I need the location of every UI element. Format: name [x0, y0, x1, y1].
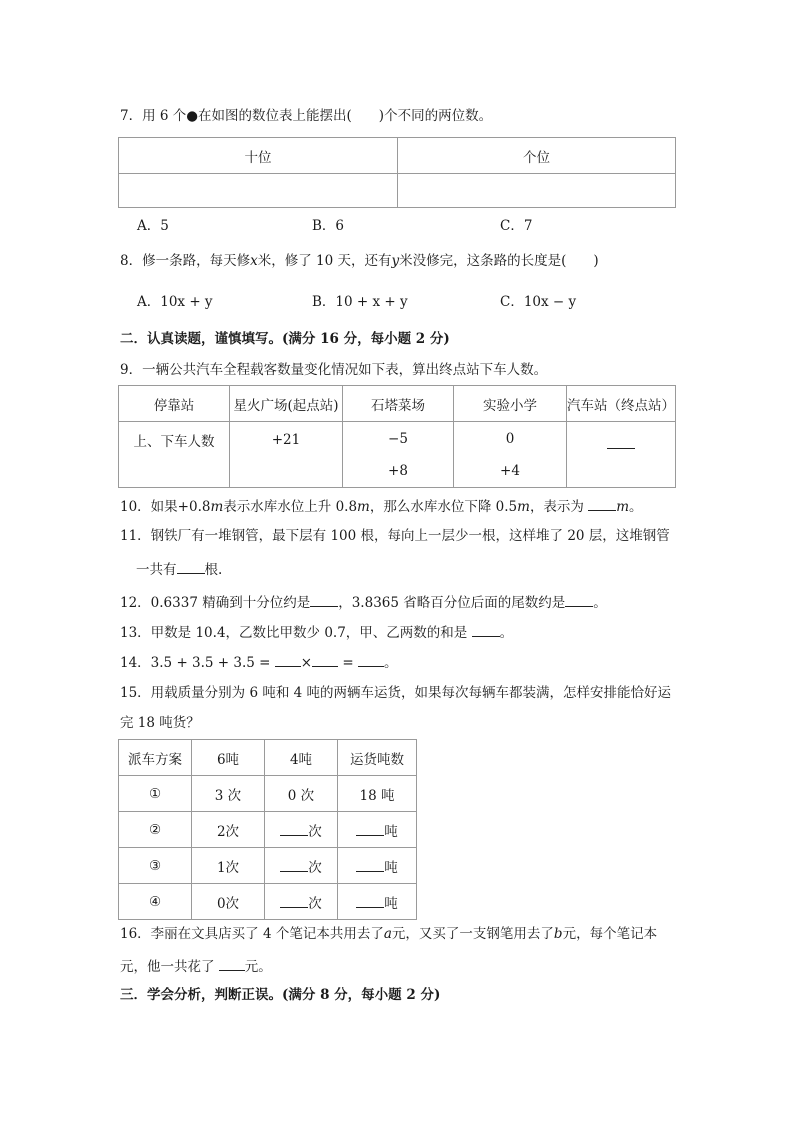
q15-plan-3-four-blank[interactable]: [280, 857, 308, 872]
q15-line1: 15．用载质量分别为 6 吨和 4 吨的两辆车运货，如果每次每辆车都装满，怎样安排能恰好运: [120, 685, 672, 701]
q14-blank-2[interactable]: [312, 652, 338, 667]
q7-option-b: B．6: [312, 218, 345, 234]
q16-line1: 16．李丽在文具店买了 4 个笔记本共用去了a元，又买了一支钢笔用去了b元，每个笔记本: [120, 926, 658, 942]
q13-answer-blank[interactable]: [472, 622, 500, 637]
q9-shiyan-down: 0: [454, 422, 567, 456]
q9-shita-down: −5: [343, 422, 454, 456]
q7-option-a: A．5: [137, 218, 169, 234]
q15-plan-4-four: 次: [265, 884, 338, 920]
q14-blank-1[interactable]: [275, 652, 301, 667]
q9-header-stop: 停靠站: [119, 386, 230, 422]
q7-stem: 7．用 6 个●在如图的数位表上能摆出( )个不同的两位数。: [120, 108, 493, 124]
table-row: [119, 812, 417, 848]
q7-option-c: C．7: [500, 218, 533, 234]
section3-title: 三．学会分析，判断正误。(满分 8 分，每小题 2 分): [120, 987, 441, 1003]
q16-answer-blank[interactable]: [219, 956, 245, 971]
q13: 13．甲数是 10.4，乙数比甲数少 0.7，甲、乙两数的和是 。: [120, 622, 513, 642]
q15-plan-2-four: 次: [265, 812, 338, 848]
q15-plan-4-six: 0次: [192, 884, 265, 920]
q9-stem: 9．一辆公共汽车全程载客数量变化情况如下表，算出终点站下车人数。: [120, 362, 548, 378]
q8-stem: 8．修一条路，每天修x米，修了 10 天，还有y米没修完，这条路的长度是( ): [120, 253, 599, 269]
q15-plan-4: ④: [119, 884, 192, 920]
q15-plan-1: ①: [119, 776, 192, 812]
q15-plan-4-total-blank[interactable]: [356, 893, 384, 908]
q9-shita-up: +8: [343, 456, 454, 488]
q9-passenger-table: [118, 385, 676, 488]
table-row: [119, 776, 417, 812]
q11-line2: 一共有 根.: [136, 559, 222, 579]
q7-header-tens: 十位: [119, 138, 398, 174]
q15-plan-1-total: 18 吨: [338, 776, 417, 812]
q14: 14．3.5 + 3.5 + 3.5 = × = 。: [120, 652, 398, 672]
q9-header-terminal: 汽车站（终点站）: [567, 386, 676, 422]
q15-header-plan: 派车方案: [119, 740, 192, 776]
q7-cell-ones: [398, 174, 676, 208]
q9-header-xinghuo: 星火广场(起点站): [230, 386, 343, 422]
q16-line2: 元，他一共花了 元。: [120, 956, 272, 976]
q15-plan-2: ②: [119, 812, 192, 848]
section2-title: 二．认真读题，谨慎填写。(满分 16 分，每小题 2 分): [120, 331, 450, 347]
q11-answer-blank[interactable]: [177, 559, 205, 574]
q9-header-shita: 石塔菜场: [343, 386, 454, 422]
q15-plan-3-total: 吨: [338, 848, 417, 884]
q15-plan-4-four-blank[interactable]: [280, 893, 308, 908]
q11-line1: 11．钢铁厂有一堆钢管，最下层有 100 根，每向上一层少一根，这样堆了 20 层，这堆钢管: [120, 528, 670, 544]
q9-shiyan-up: +4: [454, 456, 567, 488]
q9-start-value: +21: [230, 422, 343, 488]
q15-header-four: 4吨: [265, 740, 338, 776]
q15-plan-1-four: 0 次: [265, 776, 338, 812]
q8-option-b: B．10 + x + y: [312, 294, 408, 310]
q7-place-value-table: [118, 137, 676, 208]
q15-plan-2-six: 2次: [192, 812, 265, 848]
q15-plan-3-four: 次: [265, 848, 338, 884]
q15-plan-2-total: 吨: [338, 812, 417, 848]
q15-plan-2-four-blank[interactable]: [280, 821, 308, 836]
q12-answer-blank-1[interactable]: [310, 592, 338, 607]
q10-answer-blank[interactable]: [588, 496, 616, 511]
q15-plan-1-six: 3 次: [192, 776, 265, 812]
q15-line2: 完 18 吨货？: [120, 715, 200, 731]
q15-plan-2-total-blank[interactable]: [356, 821, 384, 836]
q12-answer-blank-2[interactable]: [565, 592, 593, 607]
q8-option-c: C．10x − y: [500, 294, 577, 310]
q9-terminal-answer[interactable]: [567, 422, 676, 488]
q9-header-shiyan: 实验小学: [454, 386, 567, 422]
q15-plan-3-six: 1次: [192, 848, 265, 884]
q15-plan-3-total-blank[interactable]: [356, 857, 384, 872]
q15-plan-3: ③: [119, 848, 192, 884]
q15-plan-table: [118, 739, 417, 920]
q10: 10．如果+0.8m表示水库水位上升 0.8m，那么水库水位下降 0.5m，表示为 m。: [120, 496, 643, 516]
q8-option-a: A．10x + y: [137, 294, 213, 310]
q7-header-ones: 个位: [398, 138, 676, 174]
q12: 12．0.6337 精确到十分位约是 ，3.8365 省略百分位后面的尾数约是 。: [120, 592, 607, 612]
q9-row-label: 上、下车人数: [119, 422, 230, 488]
table-row: [119, 884, 417, 920]
table-row: [119, 848, 417, 884]
q15-header-six: 6吨: [192, 740, 265, 776]
q15-plan-4-total: 吨: [338, 884, 417, 920]
q7-cell-tens: [119, 174, 398, 208]
q14-blank-3[interactable]: [358, 652, 384, 667]
q15-header-total: 运货吨数: [338, 740, 417, 776]
